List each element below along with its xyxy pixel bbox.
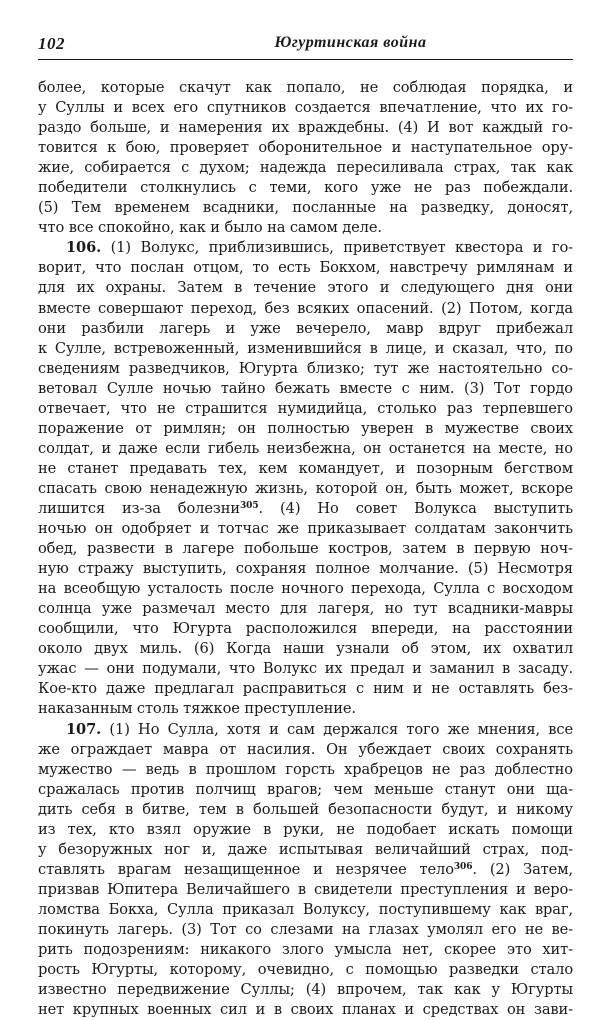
text-line: ломства Бокха, Сулла приказал Волуксу, поступившему как враг, xyxy=(38,900,573,918)
text-line: ужас — они подумали, что Волукс их предал и заманил в засаду. xyxy=(38,660,573,678)
page-number: 102 xyxy=(38,34,65,53)
text-line: сведениям разведчиков, Югурта близко; тут же настоятельно со- xyxy=(38,359,573,377)
text-line: (5) Тем временем всадники, посланные на разведку, доносят, xyxy=(38,199,573,217)
text-line: у Суллы и всех его спутников создается впечатление, что их го- xyxy=(38,99,573,117)
text-run: . (4) Но совет Волукса выступить xyxy=(258,499,573,517)
text-line: ночью он одобряет и тотчас же приказывает солдатам закончить xyxy=(38,520,573,538)
text-line-with-footnote xyxy=(38,499,573,519)
text-line: наказанным столь тяжкое преступление. xyxy=(38,700,356,718)
text-run: (1) Но Сулла, хотя и сам держался того же мнения, все xyxy=(101,720,573,738)
page-header xyxy=(38,34,573,56)
text-line: нет крупных военных сил и в своих планах и средствах он зави- xyxy=(38,1001,573,1019)
text-line: обед, развести в лагере побольше костров, затем в первую ноч- xyxy=(38,540,573,558)
text-run: . (2) Затем, xyxy=(472,860,573,878)
chapter-number: 106. xyxy=(66,239,102,257)
text-line: товится к бою, проверяет оборонительное и наступательное ору- xyxy=(38,139,573,157)
text-line: рость Югурты, которому, очевидно, с помощью разведки стало xyxy=(38,961,573,979)
text-line: на всеобщую усталость после ночного перехода, Сулла с восходом xyxy=(38,580,573,598)
text-line: ную стражу выступить, сохраняя полное молчание. (5) Несмотря xyxy=(38,560,573,578)
footnote-ref: 306 xyxy=(453,861,473,872)
text-line: более, которые скачут как попало, не соблюдая порядка, и xyxy=(38,79,573,96)
header-rule xyxy=(38,59,573,60)
text-line: солдат, и даже если гибель неизбежна, он останется на месте, но xyxy=(38,439,573,457)
text-run: ставлять врагам незащищенное и незрячее тело xyxy=(38,860,454,878)
text-line: около двух миль. (6) Когда наши узнали об этом, их охватил xyxy=(38,640,573,658)
chapter-107-first-line xyxy=(38,720,573,740)
text-line: жие, собирается с духом; надежда пересиливала страх, так как xyxy=(38,159,573,177)
running-title: Югуртинская война xyxy=(274,34,427,51)
chapter-106-first-line xyxy=(38,238,573,258)
footnote-ref: 305 xyxy=(240,500,259,511)
text-line: у безоружных ног и, даже испытывая величайший страх, под- xyxy=(38,840,573,858)
text-line: что все спокойно, как и было на самом деле. xyxy=(38,219,382,237)
text-line: призвав Юпитера Величайшего в свидетели преступления и веро- xyxy=(38,880,573,898)
text-run: (1) Волукс, приблизившись, приветствует квестора и го- xyxy=(101,239,573,257)
text-line: сражалась против полчищ врагов; чем меньше станут они ща- xyxy=(38,780,573,798)
text-line: известно передвижение Суллы; (4) впрочем, так как у Югурты xyxy=(38,981,573,999)
text-line: рить подозрениям: никакого злого умысла нет, скорее это хит- xyxy=(38,941,573,959)
text-line: же ограждает мавра от насилия. Он убеждает своих сохранять xyxy=(38,740,573,758)
text-line: поражение от римлян; он полностью уверен в мужестве своих xyxy=(38,419,573,437)
text-line: ветовал Сулле ночью тайно бежать вместе с ним. (3) Тот гордо xyxy=(38,379,573,397)
text-line: для их охраны. Затем в течение этого и следующего дня они xyxy=(38,279,573,297)
text-line: ворит, что послан отцом, то есть Бокхом, навстречу римлянам и xyxy=(38,259,573,277)
text-line: отвечает, что не страшится нумидийца, столько раз терпевшего xyxy=(38,399,573,417)
text-line: победители столкнулись с теми, кого уже не раз побеждали. xyxy=(38,179,573,197)
text-run: лишится из-за болезни xyxy=(38,499,241,517)
text-line: к Сулле, встревоженный, изменившийся в лице, и сказал, что, по xyxy=(38,339,573,357)
text-line: покинуть лагерь. (3) Тот со слезами на глазах умолял его не ве- xyxy=(38,920,573,938)
text-line-with-footnote xyxy=(38,860,573,880)
text-line: дить себя в битве, тем в большей безопасности будут, и никому xyxy=(38,800,573,818)
text-line: не станет предавать тех, кем командует, и позорным бегством xyxy=(38,459,573,477)
text-line: раздо больше, и намерения их враждебны. (4) И вот каждый го- xyxy=(38,119,573,137)
text-line: из тех, кто взял оружие в руки, не подобает искать помощи xyxy=(38,820,573,838)
text-line: они разбили лагерь и уже вечерело, мавр вдруг прибежал xyxy=(38,319,573,337)
text-line: вместе совершают переход, без всяких опасений. (2) Потом, когда xyxy=(38,299,573,317)
text-line: спасать свою ненадежную жизнь, которой он, быть может, вскоре xyxy=(38,479,573,497)
text-line: солнца уже размечал место для лагеря, но тут всадники-мавры xyxy=(38,600,573,618)
text-line: сообщили, что Югурта расположился впереди, на расстоянии xyxy=(38,620,573,638)
body-text xyxy=(38,78,573,1020)
text-line: мужество — ведь в прошлом горсть храбрецов не раз доблестно xyxy=(38,760,573,778)
chapter-number: 107. xyxy=(66,720,102,738)
text-line: Кое-кто даже предлагал расправиться с ним и не оставлять без- xyxy=(38,680,573,698)
